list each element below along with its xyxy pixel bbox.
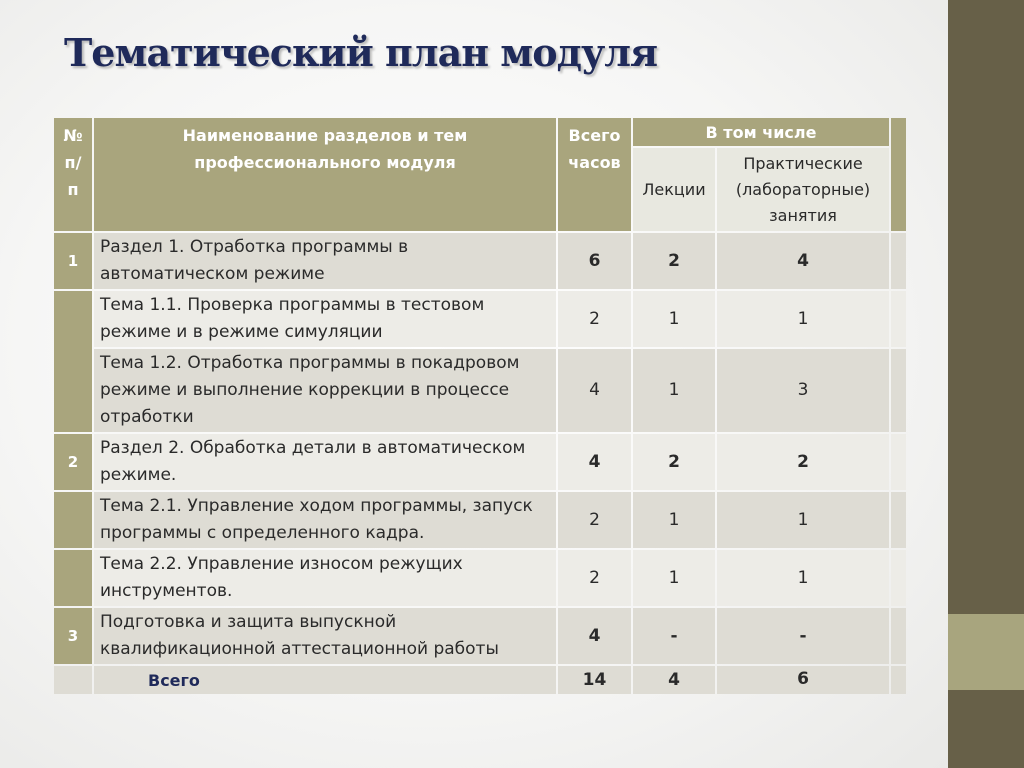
slide-title: Тематический план модуля	[64, 30, 658, 75]
header-practical: Практические (лабораторные) занятия	[717, 148, 889, 231]
row-4-practical: 2	[717, 434, 889, 490]
row-3-name: Тема 1.2. Отработка программы в покадровом режиме и выполнение коррекции в процессе отработки	[94, 349, 556, 432]
row-1-edge	[891, 233, 906, 289]
total-label: Всего	[94, 666, 556, 694]
total-practical: 6	[717, 666, 889, 694]
total-lectures: 4	[633, 666, 715, 694]
row-6-lectures: 1	[633, 550, 715, 606]
row-4-total: 4	[558, 434, 631, 490]
row-4-name: Раздел 2. Обработка детали в автоматическом режиме.	[94, 434, 556, 490]
row-1-lectures: 2	[633, 233, 715, 289]
row-5-edge	[891, 492, 906, 548]
side-accent	[948, 614, 1024, 690]
row-7-name: Подготовка и защита выпускной квалификационной аттестационной работы	[94, 608, 556, 664]
row-7-lectures: -	[633, 608, 715, 664]
header-lectures: Лекции	[633, 148, 715, 231]
row-5-name: Тема 2.1. Управление ходом программы, запуск программы с определенного кадра.	[94, 492, 556, 548]
header-right-edge	[891, 118, 906, 231]
row-1-total: 6	[558, 233, 631, 289]
row-4-lectures: 2	[633, 434, 715, 490]
row-4-num: 2	[54, 434, 92, 490]
row-6-name: Тема 2.2. Управление износом режущих инструментов.	[94, 550, 556, 606]
header-total: Всего часов	[558, 118, 631, 231]
total-hours: 14	[558, 666, 631, 694]
row-7-total: 4	[558, 608, 631, 664]
row-2-name: Тема 1.1. Проверка программы в тестовом режиме и в режиме симуляции	[94, 291, 556, 347]
row-6-num	[54, 550, 92, 606]
row-1-num: 1	[54, 233, 92, 289]
row-1-name: Раздел 1. Отработка программы в автоматическом режиме	[94, 233, 556, 289]
header-num: № п/п	[54, 118, 92, 231]
row-5-practical: 1	[717, 492, 889, 548]
row-7-practical: -	[717, 608, 889, 664]
row-6-total: 2	[558, 550, 631, 606]
row-4-edge	[891, 434, 906, 490]
row-2-lectures: 1	[633, 291, 715, 347]
row-5-total: 2	[558, 492, 631, 548]
row-7-edge	[891, 608, 906, 664]
row-5-lectures: 1	[633, 492, 715, 548]
row-7-num: 3	[54, 608, 92, 664]
row-6-edge	[891, 550, 906, 606]
total-edge	[891, 666, 906, 694]
row-3-practical: 3	[717, 349, 889, 432]
row-2-3-num	[54, 291, 92, 432]
row-2-practical: 1	[717, 291, 889, 347]
row-2-total: 2	[558, 291, 631, 347]
row-1-practical: 4	[717, 233, 889, 289]
row-5-num	[54, 492, 92, 548]
row-6-practical: 1	[717, 550, 889, 606]
header-name: Наименование разделов и тем профессионального модуля	[94, 118, 556, 231]
row-3-edge	[891, 349, 906, 432]
row-2-edge	[891, 291, 906, 347]
row-3-total: 4	[558, 349, 631, 432]
header-including: В том числе	[633, 118, 889, 146]
total-num	[54, 666, 92, 694]
row-3-lectures: 1	[633, 349, 715, 432]
